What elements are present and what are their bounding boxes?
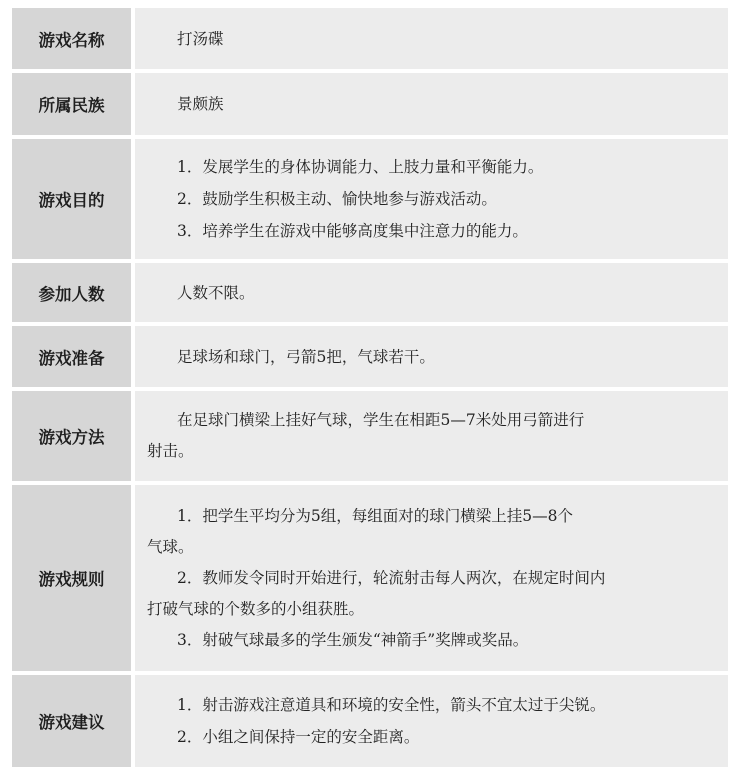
content-ethnic-group [135,73,728,135]
list-item-continued: 打破气球的个数多的小组获胜。 [147,599,365,618]
content-participants [135,263,728,322]
row-ethnic-group [12,73,728,135]
content-rules [135,485,728,671]
label-ethnic-group: 所属民族 [12,73,131,135]
game-info-table [12,8,728,767]
label-participants: 参加人数 [12,263,131,322]
list-item: 1．把学生平均分为5组，每组面对的球门横梁上挂5—8个 [177,506,573,525]
text-line: 足球场和球门，弓箭5把，气球若干。 [177,347,435,366]
list-item: 1．射击游戏注意道具和环境的安全性，箭头不宜太过于尖锐。 [177,696,606,714]
label-method: 游戏方法 [12,391,131,481]
content-method [135,391,728,481]
row-participants [12,263,728,322]
row-rules [12,485,728,671]
text-line: 人数不限。 [177,283,255,302]
content-game-purpose [135,139,728,259]
list-item: 2．鼓励学生积极主动、愉快地参与游戏活动。 [177,190,497,208]
row-preparation [12,326,728,387]
row-method [12,391,728,481]
row-game-purpose [12,139,728,259]
list-item: 2．小组之间保持一定的安全距离。 [177,728,420,746]
text-line: 打汤碟 [177,29,224,48]
list-item-continued: 气球。 [147,537,194,556]
content-game-name [135,8,728,69]
text-line: 景颇族 [177,95,224,113]
list-item: 3．培养学生在游戏中能够高度集中注意力的能力。 [177,222,528,240]
content-suggestions [135,675,728,767]
paragraph-line: 在足球门横梁上挂好气球，学生在相距5—7米处用弓箭进行 [177,411,585,429]
list-item: 3．射破气球最多的学生颁发“神箭手”奖牌或奖品。 [177,630,529,649]
list-item: 1．发展学生的身体协调能力、上肢力量和平衡能力。 [177,158,544,176]
label-game-purpose: 游戏目的 [12,139,131,259]
content-preparation [135,326,728,387]
label-game-name: 游戏名称 [12,8,131,69]
label-rules: 游戏规则 [12,485,131,671]
label-preparation: 游戏准备 [12,326,131,387]
row-game-name [12,8,728,69]
paragraph-line: 射击。 [147,442,194,460]
list-item: 2．教师发令同时开始进行，轮流射击每人两次，在规定时间内 [177,568,606,587]
row-suggestions [12,675,728,767]
label-suggestions: 游戏建议 [12,675,131,767]
